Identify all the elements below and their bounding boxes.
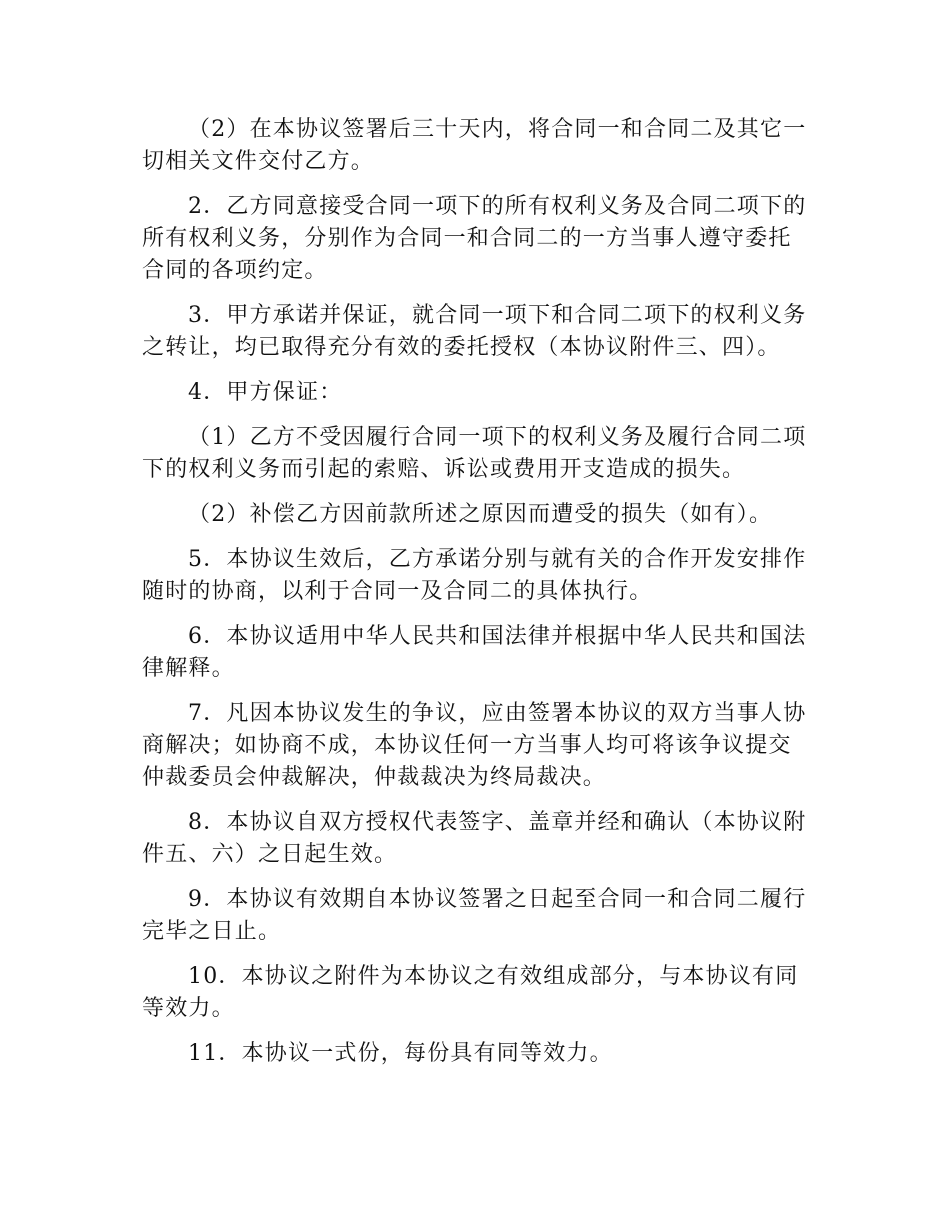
paragraph-1-2: （2）在本协议签署后三十天内，将合同一和合同二及其它一切相关文件交付乙方。	[142, 117, 807, 174]
paragraph-4-2: （2）补偿乙方因前款所述之原因而遭受的损失（如有）。	[188, 502, 773, 527]
paragraph-4-1: （1）乙方不受因履行合同一项下的权利义务及履行合同二项下的权利义务而引起的索赔、诉讼或费用开支造成的损失。	[142, 425, 807, 482]
paragraph-2: 2．乙方同意接受合同一项下的所有权利义务及合同二项下的所有权利义务，分别作为合同一和合同二的一方当事人遵守委托合同的各项约定。	[142, 194, 807, 283]
document-body	[142, 114, 812, 1083]
paragraph-3: 3．甲方承诺并保证，就合同一项下和合同二项下的权利义务之转让，均已取得充分有效的委托授权（本协议附件三、四）。	[142, 303, 807, 360]
paragraph-9: 9．本协议有效期自本协议签署之日起至合同一和合同二履行完毕之日止。	[142, 887, 807, 944]
paragraph-10: 10．本协议之附件为本协议之有效组成部分，与本协议有同等效力。	[142, 964, 799, 1021]
paragraph-6: 6．本协议适用中华人民共和国法律并根据中华人民共和国法律解释。	[142, 624, 807, 681]
paragraph-11: 11．本协议一式份，每份具有同等效力。	[188, 1041, 613, 1066]
paragraph-8: 8．本协议自双方授权代表签字、盖章并经和确认（本协议附件五、六）之日起生效。	[142, 810, 807, 867]
paragraph-5: 5．本协议生效后，乙方承诺分别与就有关的合作开发安排作随时的协商，以利于合同一及合同二的具体执行。	[142, 547, 807, 604]
paragraph-7: 7．凡因本协议发生的争议，应由签署本协议的双方当事人协商解决；如协商不成，本协议任何一方当事人均可将该争议提交仲裁委员会仲裁解决，仲裁裁决为终局裁决。	[142, 701, 807, 790]
paragraph-4: 4．甲方保证：	[188, 380, 343, 405]
